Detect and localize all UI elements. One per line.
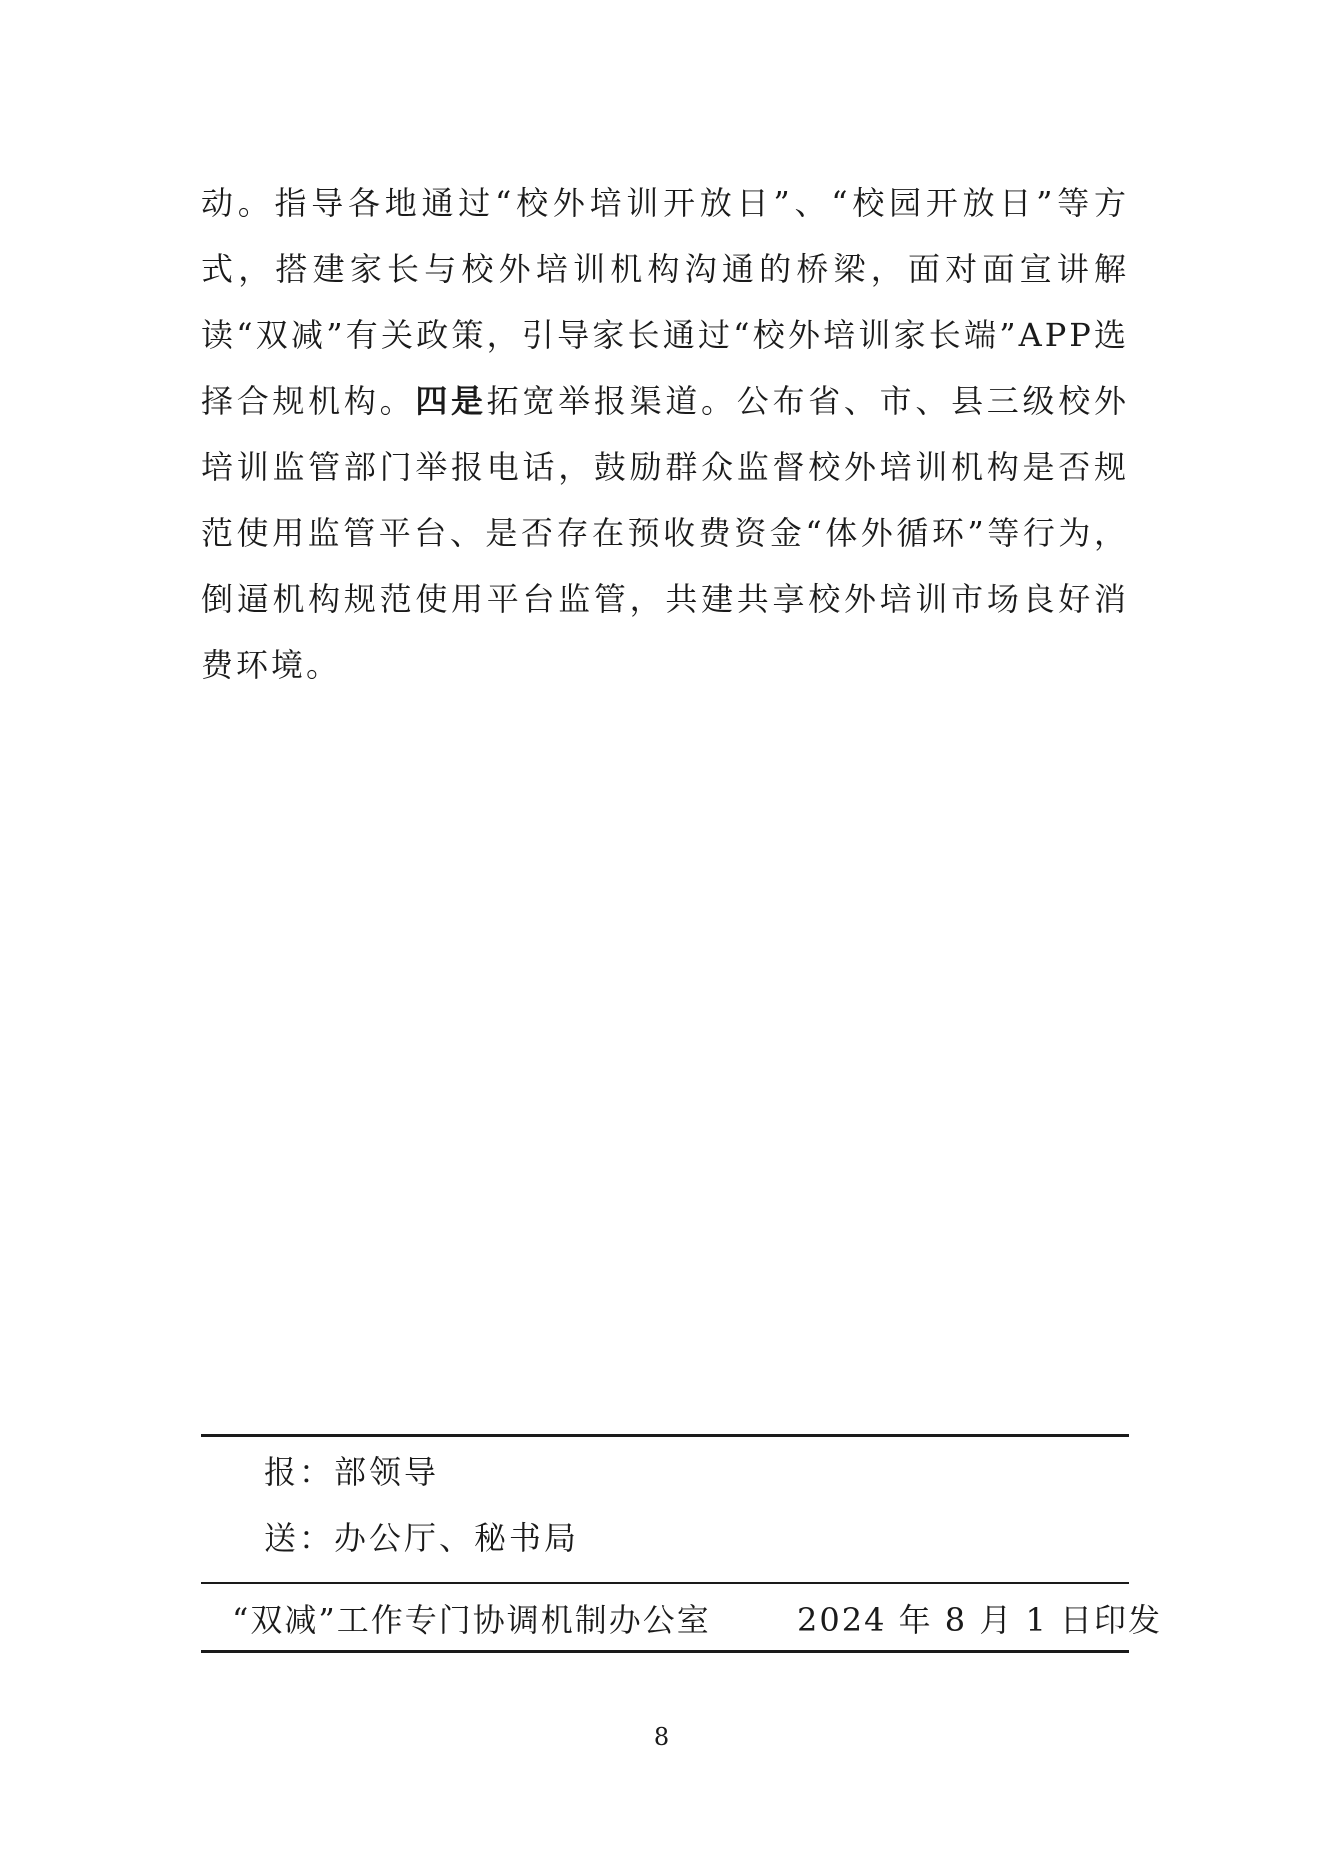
issuing-office: “双减”工作专门协调机制办公室: [232, 1601, 711, 1639]
send-recipients: 办公厅、秘书局: [334, 1519, 580, 1557]
send-label: 送：: [264, 1519, 335, 1557]
report-label: 报：: [264, 1453, 335, 1491]
report-line: [264, 1452, 439, 1492]
report-recipient: 部领导: [334, 1453, 440, 1491]
distribution-middle-rule: [201, 1582, 1129, 1584]
body-text-part-1: 动。指导各地通过“校外培训开放日”、“校园开放日”等方式，搭建家长与校外培训机构沟通的桥梁，面对面宣讲解读“双减”有关政策，引导家长通过“校外培训家长端”APP选择合规机构。: [201, 184, 1129, 420]
body-paragraph: [201, 170, 1129, 698]
issue-date: 2024 年 8 月 1 日印发: [797, 1601, 1163, 1639]
distribution-bottom-rule: [201, 1650, 1129, 1653]
page-number: 8: [653, 1723, 670, 1751]
distribution-top-rule: [201, 1434, 1129, 1437]
body-text-emphasis: 四是: [415, 382, 487, 420]
send-line: [264, 1518, 579, 1558]
body-text-part-2: 拓宽举报渠道。公布省、市、县三级校外培训监管部门举报电话，鼓励群众监督校外培训机构是否规范使用监管平台、是否存在预收费资金“体外循环”等行为，倒逼机构规范使用平台监管，共建共享校外培训市场良好消费环境。: [201, 382, 1129, 684]
